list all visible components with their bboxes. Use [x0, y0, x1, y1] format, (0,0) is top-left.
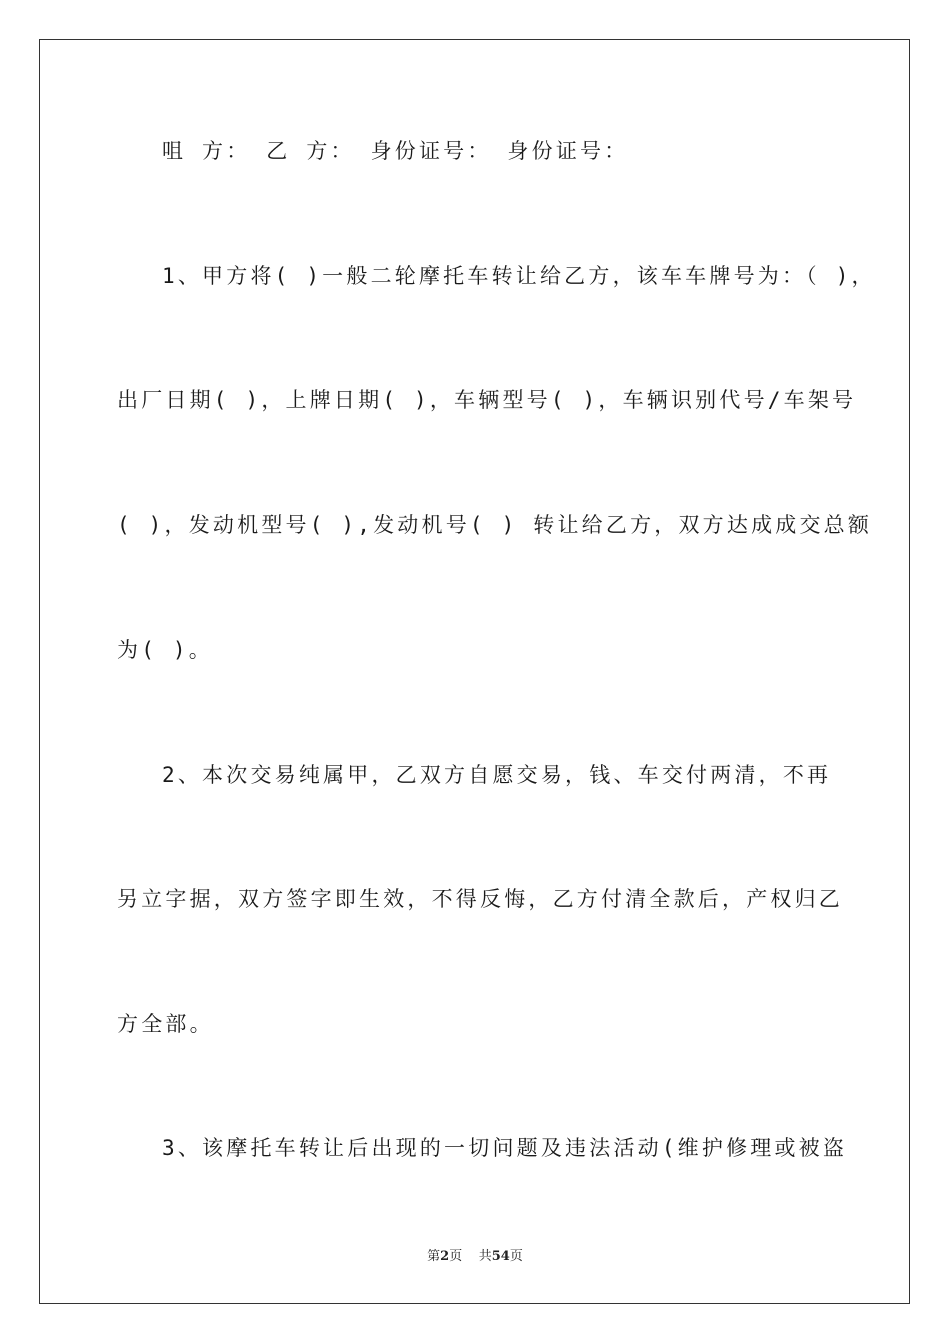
total-suffix: 页 [509, 1249, 523, 1264]
total-prefix: 共 [478, 1249, 492, 1264]
page-suffix: 页 [449, 1249, 463, 1264]
page-prefix: 第 [427, 1249, 441, 1264]
page-footer [0, 1248, 950, 1266]
page-border [39, 39, 910, 1304]
clause-1-line-1: 1、甲方将( )一般二轮摩托车转让给乙方，该车车牌号为：（ )， [162, 264, 876, 288]
clause-1-line-3: ( )，发动机型号( ),发动机号( ) 转让给乙方，双方达成成交总额 [117, 513, 873, 537]
total-page-count: 54 [491, 1249, 510, 1264]
clause-2-line-2: 另立字据，双方签字即生效，不得反悔，乙方付清全款后，产权归乙 [117, 887, 843, 911]
clause-1-line-2: 出厂日期( )，上牌日期( )，车辆型号( )，车辆识别代号/车架号 [117, 388, 857, 412]
clause-2-line-1: 2、本次交易纯属甲，乙双方自愿交易，钱、车交付两清，不再 [162, 763, 832, 787]
current-page-number: 2 [440, 1249, 450, 1264]
clause-3-line-1: 3、该摩托车转让后出现的一切问题及违法活动(维护修理或被盗 [162, 1136, 848, 1160]
party-header-line: 咀 方： 乙 方： 身份证号： 身份证号： [162, 139, 629, 163]
clause-1-line-4: 为( )。 [117, 638, 213, 662]
clause-2-line-3: 方全部。 [117, 1012, 214, 1036]
